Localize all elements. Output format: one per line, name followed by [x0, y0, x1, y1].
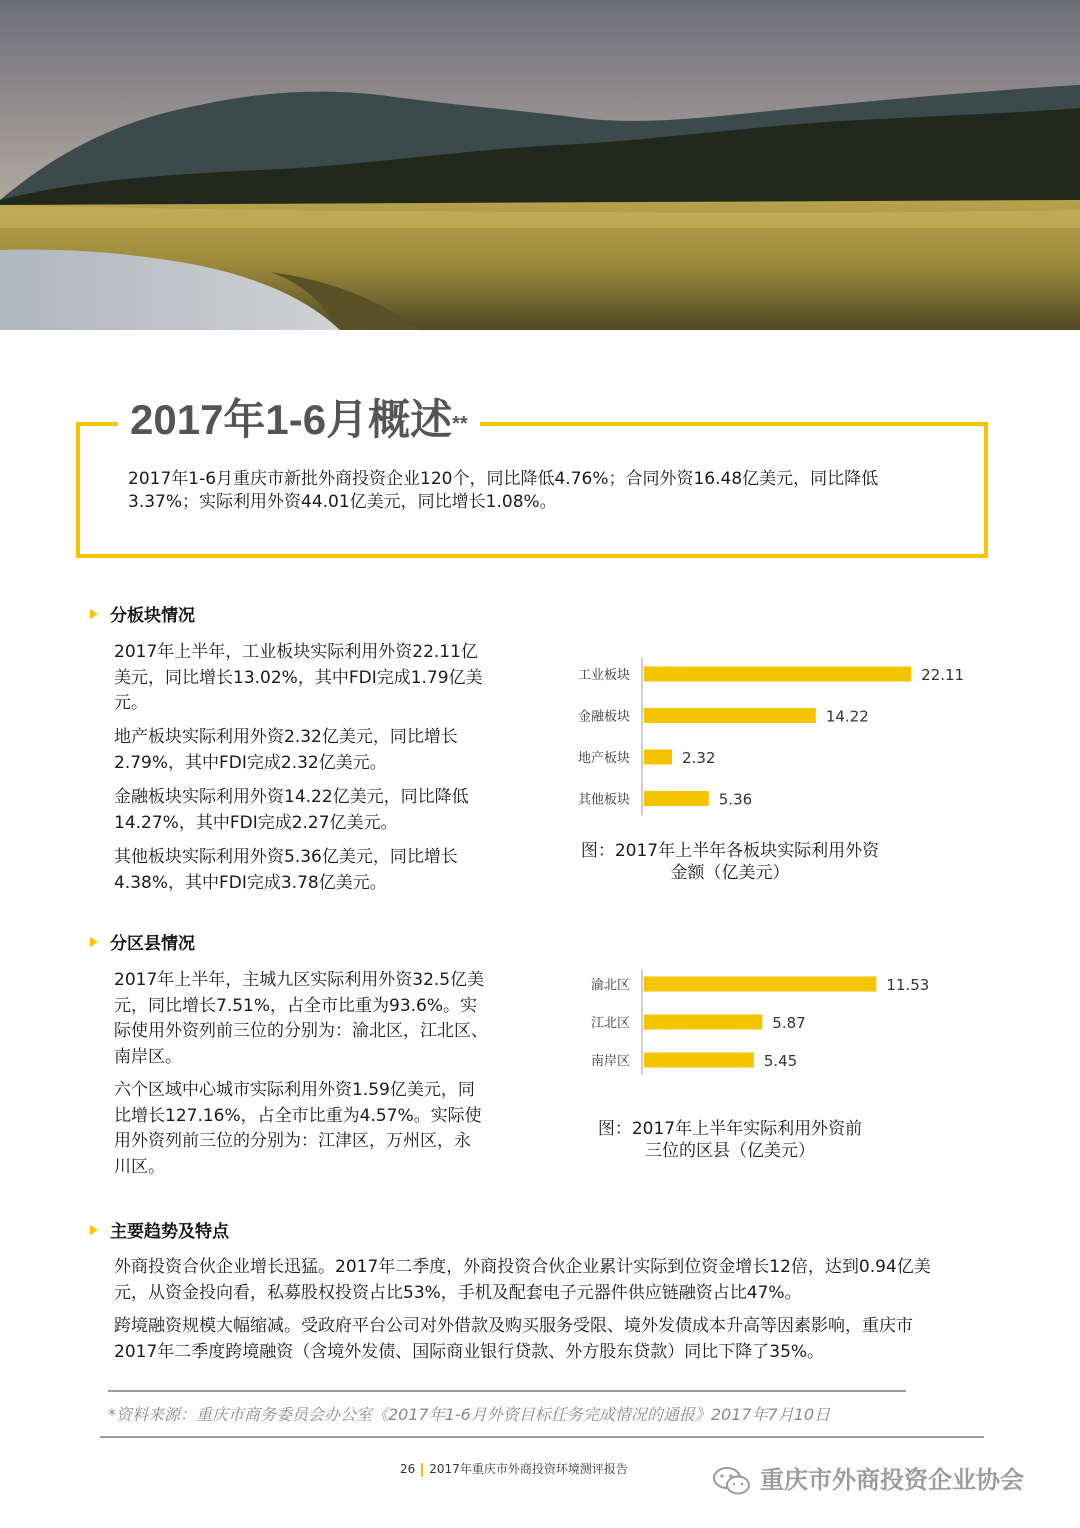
bar [644, 667, 911, 682]
value-label: 5.45 [763, 1052, 798, 1070]
footnote-mark: ** [452, 413, 468, 435]
district-bar-chart [560, 962, 980, 1082]
sector-paragraph: 金融板块实际利用外资14.22亿美元，同比降低14.27%，其中FDI完成2.27亿美元。 [114, 787, 469, 833]
divider [108, 1390, 906, 1392]
watermark: 重庆市外商投资企业协会 [712, 1462, 1024, 1498]
category-label: 其他板块 [577, 792, 630, 808]
category-label: 工业板块 [577, 668, 630, 683]
bullet-triangle-icon [90, 609, 98, 619]
value-label: 5.36 [718, 790, 753, 809]
value-label: 11.53 [886, 976, 930, 994]
page-footer [400, 1460, 628, 1478]
sector-chart-caption: 图：2017年上半年各板块实际利用外资金额（亿美元） [580, 841, 880, 883]
district-paragraph: 2017年上半年，主城九区实际利用外资32.5亿美元，同比增长7.51%，占全市比重为93.6%。实际使用外资列前三位的分别为：渝北区，江北区、南岸区。 [114, 970, 488, 1067]
category-label: 江北区 [590, 1016, 630, 1031]
bullet-triangle-icon [90, 1225, 98, 1235]
report-title: 2017年重庆市外商投资环境测评报告 [429, 1462, 628, 1476]
overview-title: 2017年1-6月概述** [118, 392, 480, 448]
trends-paragraph: 外商投资合伙企业增长迅猛。2017年二季度，外商投资合伙企业累计实际到位资金增长12倍，达到0.94亿美元，从资金投向看，私募股权投资占比53%，手机及配套电子元器件供应链融资占比47%。 [114, 1257, 931, 1303]
sector-bar-chart [560, 652, 980, 822]
value-label: 5.87 [772, 1014, 806, 1032]
wechat-icon [712, 1465, 752, 1497]
bar [644, 977, 876, 992]
footer-separator [421, 1463, 423, 1477]
bar [644, 1015, 762, 1030]
source-note: *资料来源：重庆市商务委员会办公室《2017年1-6月外资目标任务完成情况的通报》2017年7月10日 [108, 1405, 831, 1424]
section-heading-trends: 主要趋势及特点 [90, 1220, 229, 1244]
sector-paragraph: 地产板块实际利用外资2.32亿美元，同比增长2.79%，其中FDI完成2.32亿美元。 [114, 727, 458, 773]
bar [644, 708, 816, 723]
hero-landscape-image [0, 0, 1080, 330]
bar [644, 1053, 754, 1068]
category-label: 金融板块 [577, 709, 630, 725]
bar [644, 791, 709, 806]
overview-text: 2017年1-6月重庆市新批外商投资企业120个，同比降低4.76%；合同外资16.48亿美元，同比降低3.37%；实际利用外资44.01亿美元，同比增长1.08%。 [128, 469, 879, 512]
value-label: 22.11 [921, 666, 965, 684]
value-label: 2.32 [682, 749, 716, 767]
category-label: 南岸区 [590, 1054, 630, 1069]
page-number: 26 [400, 1462, 416, 1476]
bullet-triangle-icon [90, 937, 98, 947]
section-heading-sector: 分板块情况 [90, 604, 195, 628]
category-label: 渝北区 [590, 978, 630, 993]
district-paragraph: 六个区域中心城市实际利用外资1.59亿美元，同比增长127.16%，占全市比重为4.57%。实际使用外资列前三位的分别为：江津区，万州区，永川区。 [114, 1080, 482, 1177]
category-label: 地产板块 [577, 751, 630, 766]
divider [100, 1436, 984, 1438]
section-heading-district: 分区县情况 [90, 932, 195, 956]
value-label: 14.22 [825, 707, 869, 726]
bar [644, 750, 672, 765]
sector-paragraph: 2017年上半年，工业板块实际利用外资22.11亿美元，同比增长13.02%，其中FDI完成1.79亿美元。 [114, 642, 483, 713]
district-chart-caption: 图：2017年上半年实际利用外资前三位的区县（亿美元） [597, 1119, 863, 1161]
trends-paragraph: 跨境融资规模大幅缩减。受政府平台公司对外借款及购买服务受限、境外发债成本升高等因素影响，重庆市2017年二季度跨境融资（含境外发债、国际商业银行贷款、外方股东贷款）同比下降了35%。 [114, 1316, 913, 1362]
sector-paragraph: 其他板块实际利用外资5.36亿美元，同比增长4.38%，其中FDI完成3.78亿美元。 [114, 847, 458, 893]
